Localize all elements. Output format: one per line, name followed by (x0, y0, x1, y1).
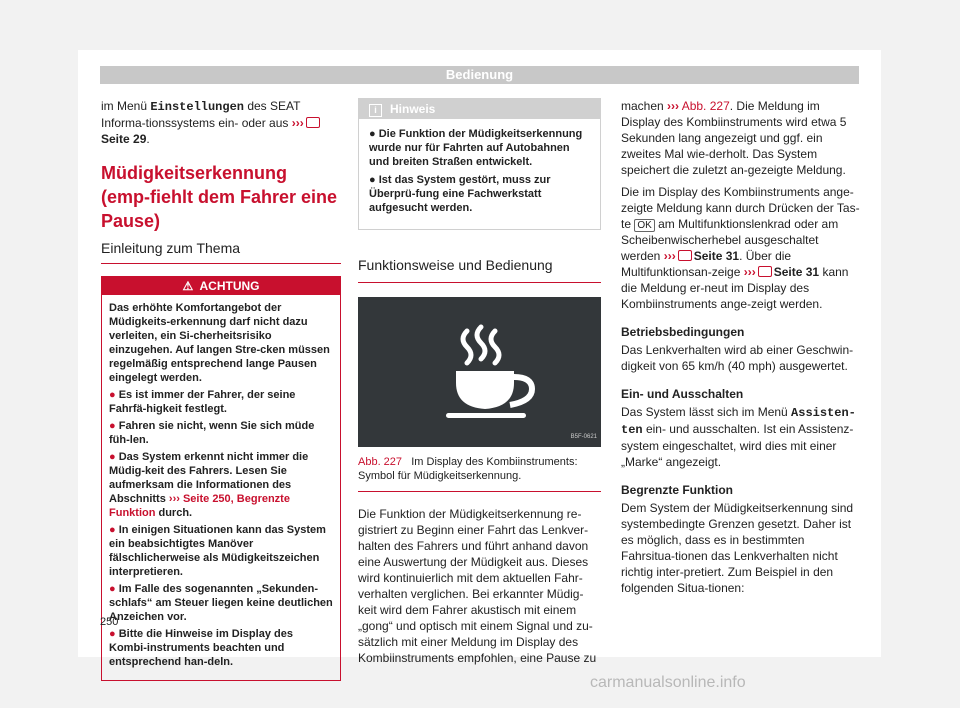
bullet-icon: ● (109, 420, 116, 432)
subheading: Ein- und Ausschalten (621, 387, 744, 401)
chapter-title: Müdigkeitserkennung (emp-fiehlt dem Fahrer eine Pause) (101, 163, 338, 231)
note-label: Hinweis (390, 102, 436, 116)
book-icon (306, 117, 320, 128)
note-item: ● Ist das System gestört, muss zur Überprü-fung eine Fachwerkstatt aufgesucht werden. (369, 174, 551, 214)
intro-paragraph: im Menü Einstellungen des SEAT Informa-tionssystems ein- oder aus ›››Seite 29. (101, 98, 341, 147)
menu-name: Assisten-ten (621, 406, 856, 437)
page-ref-link[interactable]: Seite 29 (101, 132, 147, 146)
ok-key-icon: OK (634, 219, 654, 232)
menu-name: Einstellungen (150, 100, 244, 114)
paragraph: machen ››› Abb. 227. Die Meldung im Display des Kombiinstruments wird etwa 5 Sekunden lang angezeigt und ggf. ein zweites Mal wie-derholt. Das System speichert die zuletzt an-gezeigte Meldung. (621, 99, 847, 177)
section-heading: Funktionsweise und Bedienung (358, 256, 601, 283)
book-icon (758, 266, 772, 277)
note-item: ● Die Funktion der Müdigkeitserkennung wurde nur für Fahrten auf Autobahnen und breiten Straßen entwickelt. (369, 128, 583, 168)
warning-lead: Das erhöhte Komfortangebot der Müdigkeits-erkennung darf nicht dazu verleiten, ein Si-cherheitsrisiko einzugehen. Auf langen Stre-cken müssen regelmäßig entsprechend lange Pausen eingelegt werden. (109, 302, 330, 384)
page-header: Bedienung (100, 66, 859, 84)
paragraph: Dem System der Müdigkeitserkennung sind systembedingte Grenzen gesetzt. Daher ist es möglich, dass es in bestimmten Fahrsitua-tionen das Lenkverhalten nicht richtig inter-pretiert. Zum Beispiel in den folgenden Situa-tionen: (621, 501, 854, 595)
page-ref-link[interactable]: Seite 31 (773, 265, 820, 279)
figure-caption-text: Im Display des Kombiinstruments: Symbol für Müdigkeitserkennung. (358, 456, 578, 482)
column-3 (621, 98, 861, 602)
warning-body (102, 295, 340, 680)
column-1 (101, 98, 341, 681)
paragraph: Das System lässt sich im Menü Assisten-ten ein- und ausschalten. Ist ein Assistenz-system eingeschaltet, wird dies mit einer „Marke“ angezeigt. (621, 405, 856, 469)
subheading: Begrenzte Funktion (621, 483, 734, 497)
paragraph: Das Lenkverhalten wird ab einer Geschwin-digkeit von 65 km/h (40 mph) ausgewertet. (621, 343, 854, 373)
page-ref-link[interactable]: Seite 31 (693, 249, 740, 263)
figure-number: Abb. 227 (358, 456, 403, 468)
ref-arrow: ››› (168, 493, 180, 505)
ref-arrow: ››› (667, 99, 680, 113)
book-icon (678, 250, 692, 261)
warning-label: ACHTUNG (199, 279, 260, 293)
coffee-cup-icon (364, 303, 595, 441)
display-screen (364, 303, 595, 441)
warning-item: ● Bitte die Hinweise im Display des Kombi-instruments beachten und entsprechend han-deln. (109, 628, 293, 668)
warning-triangle-icon: ⚠ (182, 279, 194, 293)
bullet-icon: ● (109, 389, 116, 401)
figure-code: B5F-0621 (570, 434, 597, 440)
bullet-icon: ● (369, 174, 376, 186)
ref-arrow: ››› (743, 265, 756, 279)
ref-arrow: ››› (663, 249, 676, 263)
warning-header (102, 277, 340, 295)
info-icon: i (369, 104, 382, 117)
note-box (358, 98, 601, 230)
bullet-icon: ● (109, 524, 116, 536)
bullet-icon: ● (109, 583, 116, 595)
body-paragraph: Die Funktion der Müdigkeitserkennung re-gistriert zu Beginn einer Fahrt das Lenkver-halten des Fahrers und führt anhand davon eine Auswertung der Müdigkeit aus. Dieses wird kontinuierlich mit dem aktuellen Fahr-verhalten verglichen. Bei erkannter Müdig-keit wird dem Fahrer akustisch mit einem „gong“ und optisch mit einem Signal und zu-sätzlich mit einer Meldung im Display des Kombiinstruments empfohlen, eine Pause zu (358, 507, 597, 665)
warning-item: ● Im Falle des sogenannten „Sekunden-schlafs“ am Steuer liegen keine deutlichen Anzeichen vor. (109, 583, 333, 623)
bullet-icon: ● (369, 128, 376, 140)
note-header (359, 99, 600, 119)
watermark: carmanualsonline.info (590, 674, 746, 691)
warning-box (101, 276, 341, 681)
warning-item: ● Das System erkennt nicht immer die Müdig-keit des Fahrers. Lesen Sie aufmerksam die Informationen des Abschnitts ››› Seite 250, Begrenzte Funktion durch. (109, 451, 309, 519)
section-subtitle: Einleitung zum Thema (101, 239, 341, 264)
section-ref-link[interactable]: Seite 250, Begrenzte Funktion (109, 493, 290, 519)
warning-item: ● Fahren sie nicht, wenn Sie sich müde füh-len. (109, 420, 315, 446)
bullet-icon: ● (109, 451, 116, 463)
figure-caption (358, 455, 601, 492)
warning-item: ● In einigen Situationen kann das System ein beabsichtigtes Manöver fälschlicherweise als Müdigkeitszeichen interpretieren. (109, 524, 326, 578)
figure-ref-link[interactable]: Abb. 227 (681, 99, 730, 113)
note-body (359, 119, 600, 229)
page-number: 250 (100, 616, 119, 628)
column-2 (358, 98, 601, 666)
ref-arrow: ››› (291, 116, 304, 130)
paragraph: Die im Display des Kombiinstruments ange-zeigte Meldung kann durch Drücken der Tas-te OK am Multifunktionslenkrad oder am Scheibenwischerhebel ausgeschaltet werden ››› Seite 31. Über die Multifunktionsan-zeige ››› Seite 31 kann die Meldung er-neut im Display des Kombiinstruments ange-zeigt werden. (621, 185, 860, 311)
figure-display (358, 297, 601, 447)
subheading: Betriebsbedingungen (621, 325, 745, 339)
warning-item: ● Es ist immer der Fahrer, der seine Fahrfä-higkeit festlegt. (109, 389, 296, 415)
bullet-icon: ● (109, 628, 116, 640)
